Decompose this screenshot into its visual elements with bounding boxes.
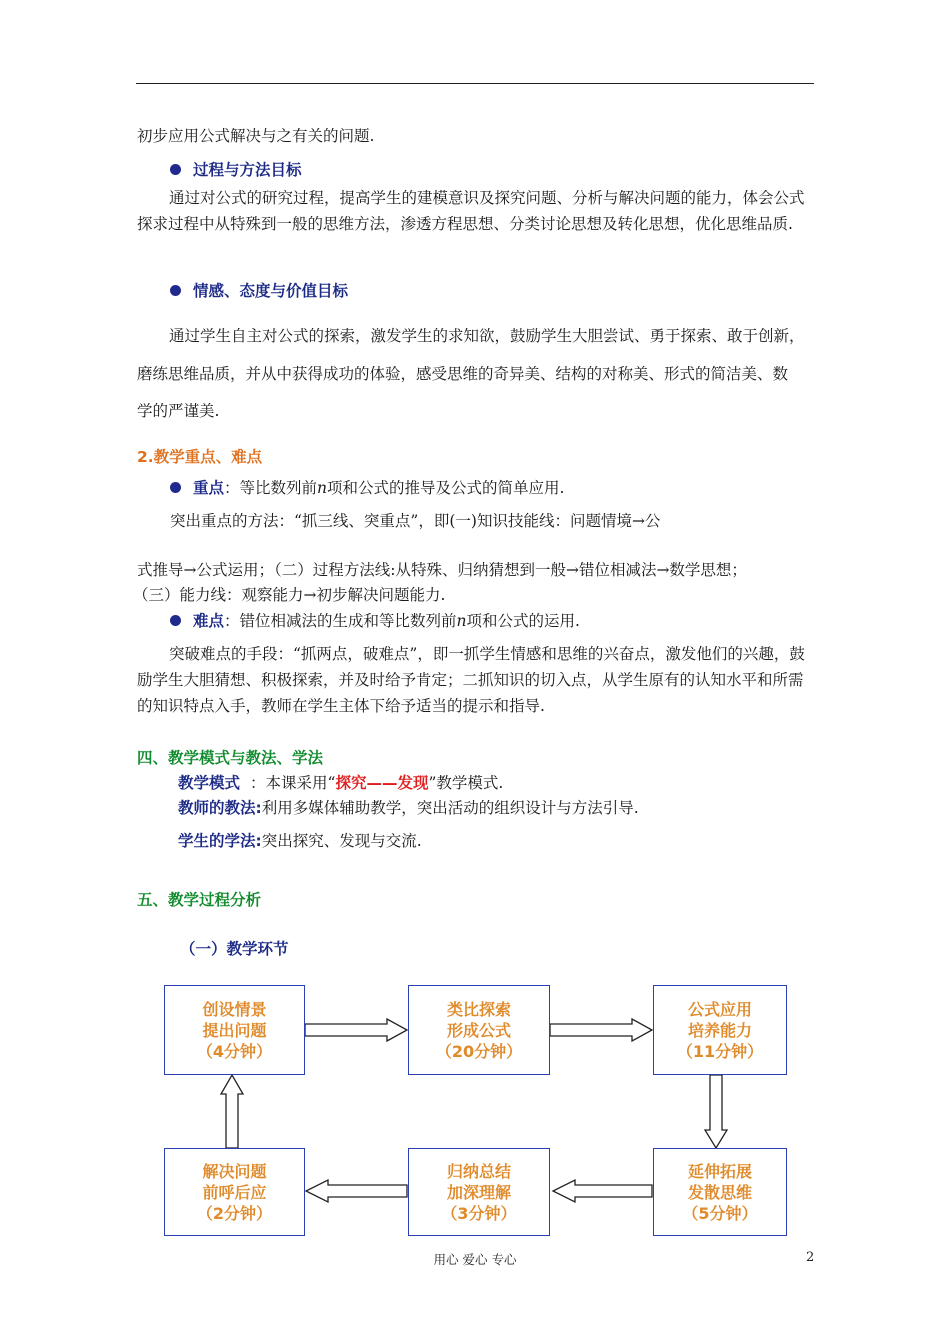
flow-box-3 (653, 985, 787, 1075)
difficulty-n: n (456, 612, 467, 630)
footer-motto: 用心 爱心 专心 (433, 1252, 517, 1267)
student-method-label: 学生的学法: (178, 832, 262, 850)
flow-box-4-line-1: 延伸拓展 (687, 1161, 752, 1181)
flow-box-3-line-1: 公式应用 (687, 999, 752, 1019)
key-point-label: 重点 (193, 479, 225, 497)
breakthrough-paragraph: 突破难点的手段：“抓两点，破难点”，即一抓学生情感和思维的兴奋点，激发他们的兴趣，鼓励学生大胆猜想、积极探索，并及时给予肯定；二抓知识的切入点，从学生原有的认知水平和所需的知识特点入手，教师在学生主体下给予适当的提示和指导. (137, 645, 805, 715)
method-line-3: （三）能力线：观察能力→初步解决问题能力. (133, 586, 446, 604)
flow-box-1 (164, 985, 305, 1075)
student-method-text: 突出探究、发现与交流. (261, 832, 422, 850)
teaching-mode-highlight: 探究——发现 (335, 774, 429, 792)
flow-box-6 (164, 1148, 305, 1236)
flow-box-2-line-2: 形成公式 (446, 1020, 511, 1040)
intro-line: 初步应用公式解决与之有关的问题. (137, 127, 375, 145)
flow-box-6-line-1: 解决问题 (202, 1161, 267, 1181)
flow-box-5-line-1: 归纳总结 (446, 1161, 511, 1181)
process-goal-paragraph: 通过对公式的研究过程，提高学生的建模意识及探究问题、分析与解决问题的能力，体会公式探求过程中从特殊到一般的思维方法，渗透方程思想、分类讨论思想及转化思想，优化思维品质. (137, 189, 805, 233)
section-5-heading: 五、教学过程分析 (137, 891, 262, 909)
section-5-subheading: （一）教学环节 (180, 940, 289, 958)
emotion-goal-heading: 情感、态度与价值目标 (193, 282, 349, 300)
flow-box-2-line-1: 类比探索 (446, 999, 511, 1019)
teaching-mode-colon: ：本课采用 (250, 774, 328, 792)
arrow-right-1 (305, 1019, 407, 1041)
flow-box-4-time: （5分钟） (682, 1203, 758, 1223)
flow-box-3-time: （11分钟） (676, 1041, 764, 1061)
flow-box-4 (653, 1148, 787, 1236)
flow-box-1-line-2: 提出问题 (202, 1020, 267, 1040)
key-point-text-b: 项和公式的推导及公式的简单应用. (327, 479, 565, 497)
flow-box-2 (408, 985, 550, 1075)
process-goal-heading: 过程与方法目标 (193, 161, 302, 179)
flow-box-5-line-2: 加深理解 (446, 1182, 511, 1202)
emotion-line-2: 磨练思维品质，并从中获得成功的体验，感受思维的奇异美、结构的对称美、形式的简洁美、数 (137, 365, 789, 383)
teacher-method-label: 教师的教法: (178, 799, 262, 817)
flow-box-1-time: （4分钟） (196, 1041, 273, 1061)
flow-box-5-time: （3分钟） (441, 1203, 517, 1223)
arrow-right-2 (550, 1019, 652, 1041)
teaching-mode-label: 教学模式 (178, 774, 241, 792)
section-2-heading: 2.教学重点、难点 (137, 448, 263, 466)
teacher-method-text: 利用多媒体辅助教学，突出活动的组织设计与方法引导. (261, 799, 639, 817)
section-4-heading: 四、教学模式与教法、学法 (137, 749, 324, 767)
difficulty-text-b: 项和公式的运用. (466, 612, 580, 630)
method-line-1: 突出重点的方法：“抓三线、突重点”，即(一)知识技能线：问题情境→公 (170, 512, 661, 530)
flow-box-6-line-2: 前呼后应 (202, 1182, 267, 1202)
arrow-down-1 (705, 1075, 727, 1148)
arrow-up-1 (221, 1075, 243, 1148)
key-point-n: n (317, 479, 328, 497)
teaching-mode-quote-open: “ (327, 774, 336, 792)
arrow-left-1 (553, 1180, 652, 1202)
flow-box-6-time: （2分钟） (196, 1203, 273, 1223)
flow-box-5 (408, 1148, 550, 1236)
emotion-line-1: 通过学生自主对公式的探索，激发学生的求知欲，鼓励学生大胆尝试、勇于探索、敢于创新， (169, 327, 805, 345)
arrow-left-2 (306, 1180, 407, 1202)
teaching-mode-tail: 教学模式. (436, 774, 504, 792)
flow-box-3-line-2: 培养能力 (687, 1020, 752, 1040)
key-point-text-a: ：等比数列前 (224, 479, 318, 497)
difficulty-label: 难点 (193, 612, 225, 630)
page-number: 2 (806, 1250, 815, 1265)
method-line-2: 式推导→公式运用；（二）过程方法线:从特殊、归纳猜想到一般→错位相减法→数学思想； (137, 561, 747, 579)
flow-box-1-line-1: 创设情景 (202, 999, 267, 1019)
teaching-mode-quote-close: ” (428, 774, 437, 792)
difficulty-text-a: ：错位相减法的生成和等比数列前 (224, 612, 457, 630)
flow-box-4-line-2: 发散思维 (687, 1182, 752, 1202)
flow-box-2-time: （20分钟） (435, 1041, 523, 1061)
emotion-line-3: 学的严谨美. (137, 402, 220, 420)
